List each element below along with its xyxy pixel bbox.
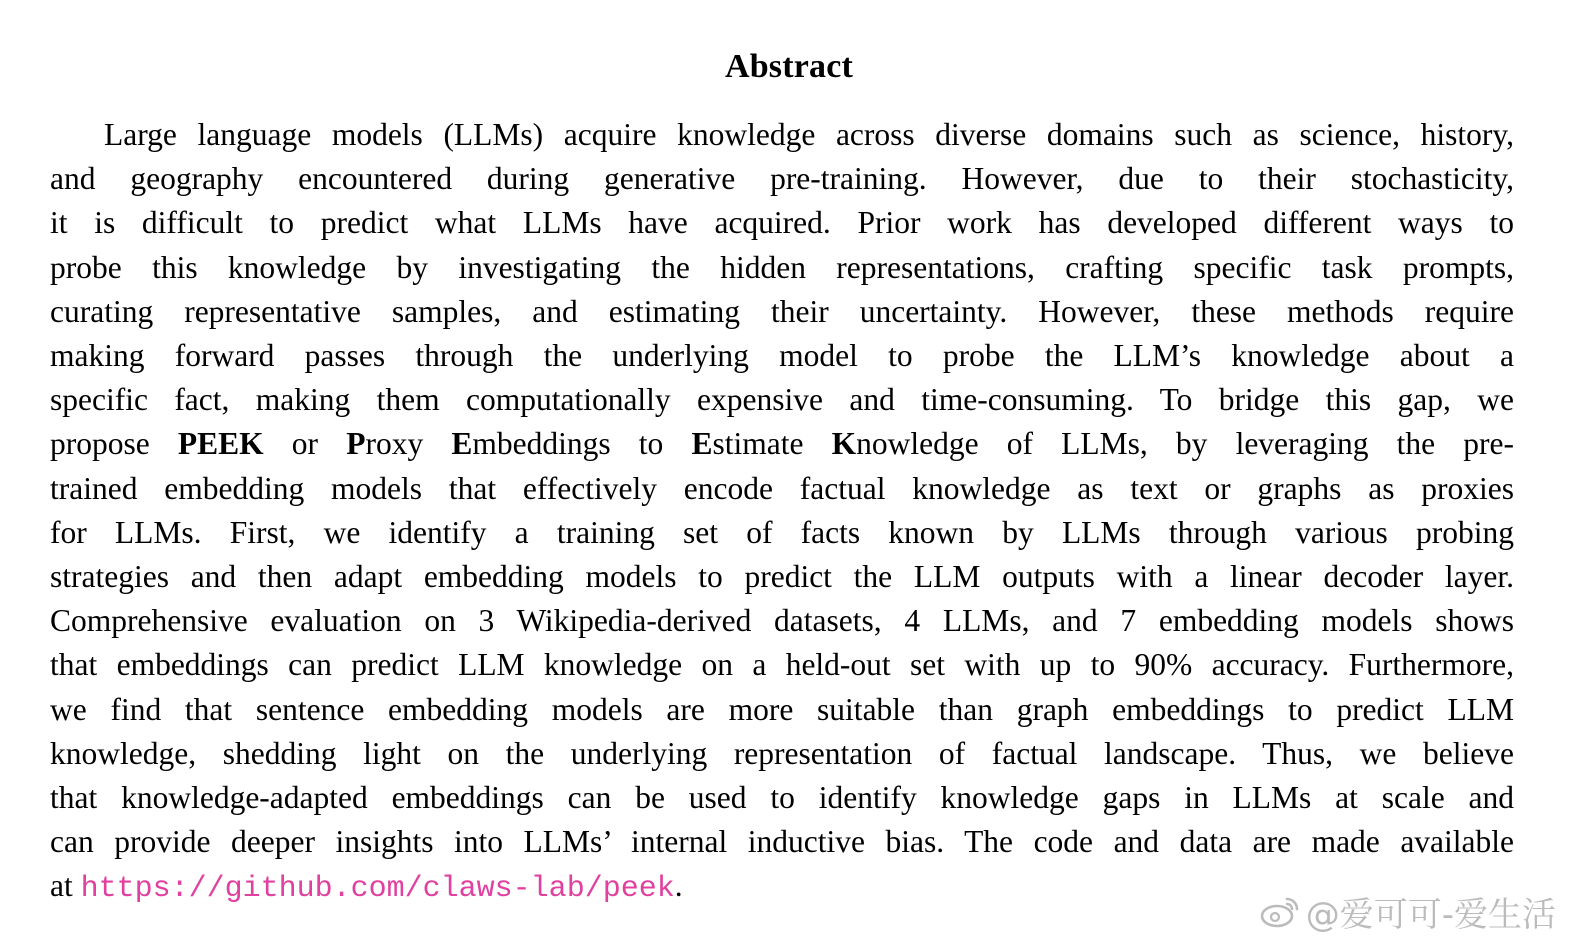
peek-acronym: PEEK bbox=[177, 426, 264, 462]
text-segment: at bbox=[50, 868, 81, 904]
abstract-line: curating representative samples, and estimating their uncertainty. However, these methods require bbox=[50, 293, 1514, 329]
abstract-line: trained embedding models that effectively encode factual knowledge as text or graphs as proxies bbox=[50, 470, 1514, 506]
abstract-line: for LLMs. First, we identify a training set of facts known by LLMs through various probing bbox=[50, 514, 1514, 550]
acronym-letter-p: P bbox=[346, 426, 366, 462]
abstract-line: that knowledge-adapted embeddings can be used to identify knowledge gaps in LLMs at scale and bbox=[50, 780, 1514, 816]
text-segment: mbeddings to bbox=[472, 426, 692, 462]
github-link[interactable]: https://github.com/claws-lab/peek bbox=[80, 872, 675, 907]
abstract-line: that embeddings can predict LLM knowledge on a held-out set with up to 90% accuracy. Furthermore, bbox=[50, 647, 1514, 683]
abstract-line: Large language models (LLMs) acquire knowledge across diverse domains such as science, history, bbox=[104, 117, 1514, 152]
abstract-line-peek bbox=[50, 422, 1514, 466]
abstract-line: making forward passes through the underlying model to probe the LLM’s knowledge about a bbox=[50, 338, 1514, 374]
abstract-line: specific fact, making them computationally expensive and time-consuming. To bridge this gap, we bbox=[50, 382, 1514, 418]
acronym-letter-k: K bbox=[831, 426, 857, 462]
acronym-letter-e2: E bbox=[691, 426, 713, 462]
abstract-line: we find that sentence embedding models are more suitable than graph embeddings to predict LLM bbox=[50, 691, 1514, 727]
text-segment: propose bbox=[50, 426, 178, 462]
abstract-line: knowledge, shedding light on the underlying representation of factual landscape. Thus, we believe bbox=[50, 735, 1514, 771]
watermark bbox=[1260, 887, 1556, 936]
acronym-letter-e1: E bbox=[451, 426, 473, 462]
abstract-body bbox=[50, 113, 1514, 912]
abstract-line: can provide deeper insights into LLMs’ internal inductive bias. The code and data are made available bbox=[50, 824, 1514, 860]
abstract-line: probe this knowledge by investigating the hidden representations, crafting specific task prompts, bbox=[50, 249, 1514, 285]
abstract-line: it is difficult to predict what LLMs have acquired. Prior work has developed different ways to bbox=[50, 205, 1514, 241]
abstract-title: Abstract bbox=[724, 48, 854, 85]
text-segment: . bbox=[674, 868, 683, 904]
watermark-text: @爱可可-爱生活 bbox=[1305, 895, 1556, 935]
text-segment: nowledge of LLMs, by leveraging the pre- bbox=[856, 426, 1515, 462]
text-segment: or bbox=[263, 426, 347, 462]
text-segment: roxy bbox=[365, 426, 452, 462]
weibo-icon bbox=[1260, 895, 1300, 929]
abstract-line: and geography encountered during generative pre-training. However, due to their stochasticity, bbox=[50, 161, 1514, 197]
text-segment: stimate bbox=[712, 426, 832, 462]
abstract-line: strategies and then adapt embedding models to predict the LLM outputs with a linear decoder layer. bbox=[50, 559, 1514, 595]
abstract-line: Comprehensive evaluation on 3 Wikipedia-derived datasets, 4 LLMs, and 7 embedding models shows bbox=[50, 603, 1514, 639]
